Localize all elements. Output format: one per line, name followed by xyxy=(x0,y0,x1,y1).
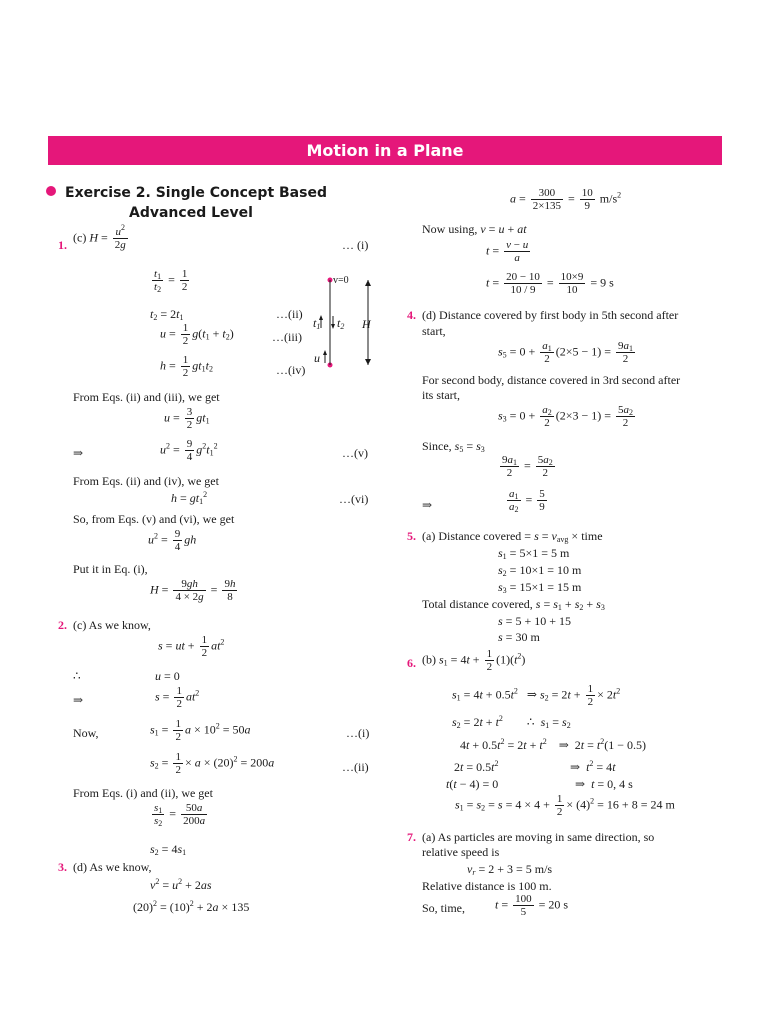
q1-eq-iii: u = $\frac{1}{2}$ $g(t_1 + t_2)$ xyxy=(160,322,234,347)
q4-line1: (d) Distance covered by first body in 5th second after xyxy=(422,308,679,322)
q5-s3: $s_3 = 15\times 1 = 15$ m xyxy=(498,580,582,595)
diagram-u-label: u xyxy=(314,351,320,365)
q3-t-formula: t = $\frac{v - u}{a}$ xyxy=(486,239,529,264)
q7-line2: relative speed is xyxy=(422,845,500,859)
eq-label-iii: …(iii) xyxy=(272,330,302,344)
q4-second-body-2: its start, xyxy=(422,388,460,402)
q3-intro: (d) As we know, xyxy=(73,860,152,874)
question-number-3: 3. xyxy=(58,860,67,874)
q7-relative-speed: $v_r = 2 + 3 = 5$ m/s xyxy=(467,862,553,877)
diagram-t2-label: $t_2$ xyxy=(337,316,345,331)
q6-result: $s_1 = s_2 = s = 4 \times 4$ + $\frac{1}{2}$ × $(4)^2 = 16 + 8 = 24$ m xyxy=(455,793,675,818)
q1-formula-H: (c) H = $\frac{u^2}{2g}$ xyxy=(73,223,126,251)
q5-result: s = 30 m xyxy=(498,630,540,644)
q2-s1: $s_1$ = $\frac{1}{2}$ $a \times 10^2 = 50a$ xyxy=(150,718,251,743)
question-number-1: 1. xyxy=(58,238,67,252)
eq-label-v: …(v) xyxy=(342,446,368,460)
eq-label-q2-i: …(i) xyxy=(346,726,370,740)
q6-line6b: ⇒ t = 0, 4 s xyxy=(575,777,633,791)
text-now: Now, xyxy=(73,726,99,740)
q4-since: Since, $s_5 = s_3$ xyxy=(422,439,485,454)
q1-eq-v: $u^2$ = $\frac{9}{4}$ $g^2t_1^2$ xyxy=(160,438,218,463)
q6-line2: $s_1 = 4t + 0.5t^2$ ⇒ $s_2 = 2t$ + $\frac{1}{2}$ × $2t^2$ xyxy=(452,683,621,708)
q7-so-time: So, time, xyxy=(422,901,466,915)
diagram-H-label: H xyxy=(362,317,371,331)
text-from-eqs-ii-iv: From Eqs. (ii) and (iv), we get xyxy=(73,474,219,488)
q4-second-body-1: For second body, distance covered in 3rd second after xyxy=(422,373,681,387)
text-from-eqs-ii-iii: From Eqs. (ii) and (iii), we get xyxy=(73,390,220,404)
q7-line1: (a) As particles are moving in same direction, so xyxy=(422,830,655,844)
q7-result: t = $\frac{100}{5}$ = 20 s xyxy=(495,893,569,918)
question-number-4: 4. xyxy=(407,308,416,322)
q2-s-simplified: s = $\frac{1}{2}$ $at^2$ xyxy=(155,685,200,710)
eq-label-iv: …(iv) xyxy=(276,363,306,377)
question-number-7: 7. xyxy=(407,830,416,844)
q6-line5: $2t = 0.5t^2$ xyxy=(454,759,499,774)
q5-total: Total distance covered, $s = s_1 + s_2 + s_3$ xyxy=(422,597,605,612)
q1-eq-vi: $h = gt_1^2$ xyxy=(171,490,208,506)
q4-result: $\frac{a_1}{a_2}$ = $\frac{5}{9}$ xyxy=(509,488,545,514)
q1-final: H = $\frac{9gh}{4 \times 2g}$ = $\frac{9h}{8}$ xyxy=(150,578,236,603)
implies-symbol: ⇒ xyxy=(73,446,84,460)
q4-equate: $\frac{9a_1}{2}$ = $\frac{5a_2}{2}$ xyxy=(502,454,553,479)
diagram-t1-label: $t_1$ xyxy=(313,316,321,331)
q6-line5b: ⇒ $t^2 = 4t$ xyxy=(570,759,616,774)
diagram-top-label: v=0 xyxy=(333,275,349,286)
q6-s1: (b) $s_1 = 4t$ + $\frac{1}{2}$ $(1)(t^2)$ xyxy=(422,648,526,673)
q4-s5: $s_5 = 0$ + $\frac{a_1}{2}$ (2×5 − 1) = $\frac{9a_1}{2}$ xyxy=(498,340,634,365)
eq-label-ii: …(ii) xyxy=(276,307,303,321)
exercise-heading: Exercise 2. Single Concept Based Advanced Level xyxy=(46,183,327,223)
q2-result: $s_2 = 4s_1$ xyxy=(150,842,187,857)
q7-rel-dist: Relative distance is 100 m. xyxy=(422,879,552,893)
q1-eq-iv: h = $\frac{1}{2}$ $gt_1t_2$ xyxy=(160,354,213,379)
eq-label-i: … (i) xyxy=(342,238,369,252)
question-number-6: 6. xyxy=(407,656,416,670)
implies-symbol-2: ⇒ xyxy=(73,693,84,707)
q1-ratio: $\frac{t_1}{t_2}$ = $\frac{1}{2}$ xyxy=(154,268,188,294)
question-number-2: 2. xyxy=(58,618,67,632)
eq-label-q2-ii: …(ii) xyxy=(342,760,369,774)
q3-v2-formula: $v^2 = u^2 + 2as$ xyxy=(150,877,212,892)
q6-line3: $s_2 = 2t + t^2$ ∴ $s_1 = s_2$ xyxy=(452,714,571,730)
q6-line4: $4t + 0.5t^2 = 2t + t^2$ ⇒ $2t = t^2(1 - 0.5)$ xyxy=(460,737,647,752)
q3-now-using: Now using, v = u + at xyxy=(422,222,527,236)
bullet-dot-icon xyxy=(46,186,56,196)
q4-line2: start, xyxy=(422,324,446,338)
therefore-symbol: ∴ xyxy=(73,669,81,683)
q4-s3: $s_3 = 0$ + $\frac{a_2}{2}$ (2×3 − 1) = $\frac{5a_2}{2}$ xyxy=(498,404,634,429)
q6-line6: t(t − 4) = 0 xyxy=(446,777,499,791)
q1-u2-gh: $u^2$ = $\frac{9}{4}$ gh xyxy=(148,528,197,553)
q3-t-result: t = $\frac{20 - 10}{10 / 9}$ = $\frac{10\times 9}{10}$ = 9 s xyxy=(486,271,614,296)
implies-symbol-3: ⇒ xyxy=(422,498,433,512)
q3-substituted: $(20)^2 = (10)^2 + 2a \times 135$ xyxy=(133,899,250,914)
q1-u-result: u = $\frac{3}{2}$ $gt_1$ xyxy=(164,406,210,431)
q2-s2: $s_2$ = $\frac{1}{2}$ × $a \times (20)^2 = 200a$ xyxy=(150,751,275,776)
q2-s-formula: s = ut + $\frac{1}{2}$ $at^2$ xyxy=(158,634,225,659)
q2-u-zero: u = 0 xyxy=(155,669,180,683)
eq-label-vi: …(vi) xyxy=(339,492,369,506)
q5-s2: $s_2 = 10\times 1 = 10$ m xyxy=(498,563,582,578)
chapter-title-banner: Motion in a Plane xyxy=(48,136,722,165)
question-number-5: 5. xyxy=(407,529,416,543)
text-put-it: Put it in Eq. (i), xyxy=(73,562,148,576)
q5-s1: $s_1 = 5\times 1 = 5$ m xyxy=(498,546,570,561)
q2-intro: (c) As we know, xyxy=(73,618,151,632)
q3-a-result: a = $\frac{300}{2\times 135}$ = $\frac{10}{9}$ $m/s^2$ xyxy=(510,187,622,212)
text-from-eqs-i-ii: From Eqs. (i) and (ii), we get xyxy=(73,786,213,800)
q5-intro: (a) Distance covered = $s = v_{avg}$ × time xyxy=(422,529,603,544)
q5-sum: s = 5 + 10 + 15 xyxy=(498,614,571,628)
q2-ratio: $\frac{s_1}{s_2}$ = $\frac{50a}{200a}$ xyxy=(154,802,206,828)
q1-eq-ii: $t_2 = 2t_1$ xyxy=(150,307,184,322)
text-so-from-eqs: So, from Eqs. (v) and (vi), we get xyxy=(73,512,235,526)
